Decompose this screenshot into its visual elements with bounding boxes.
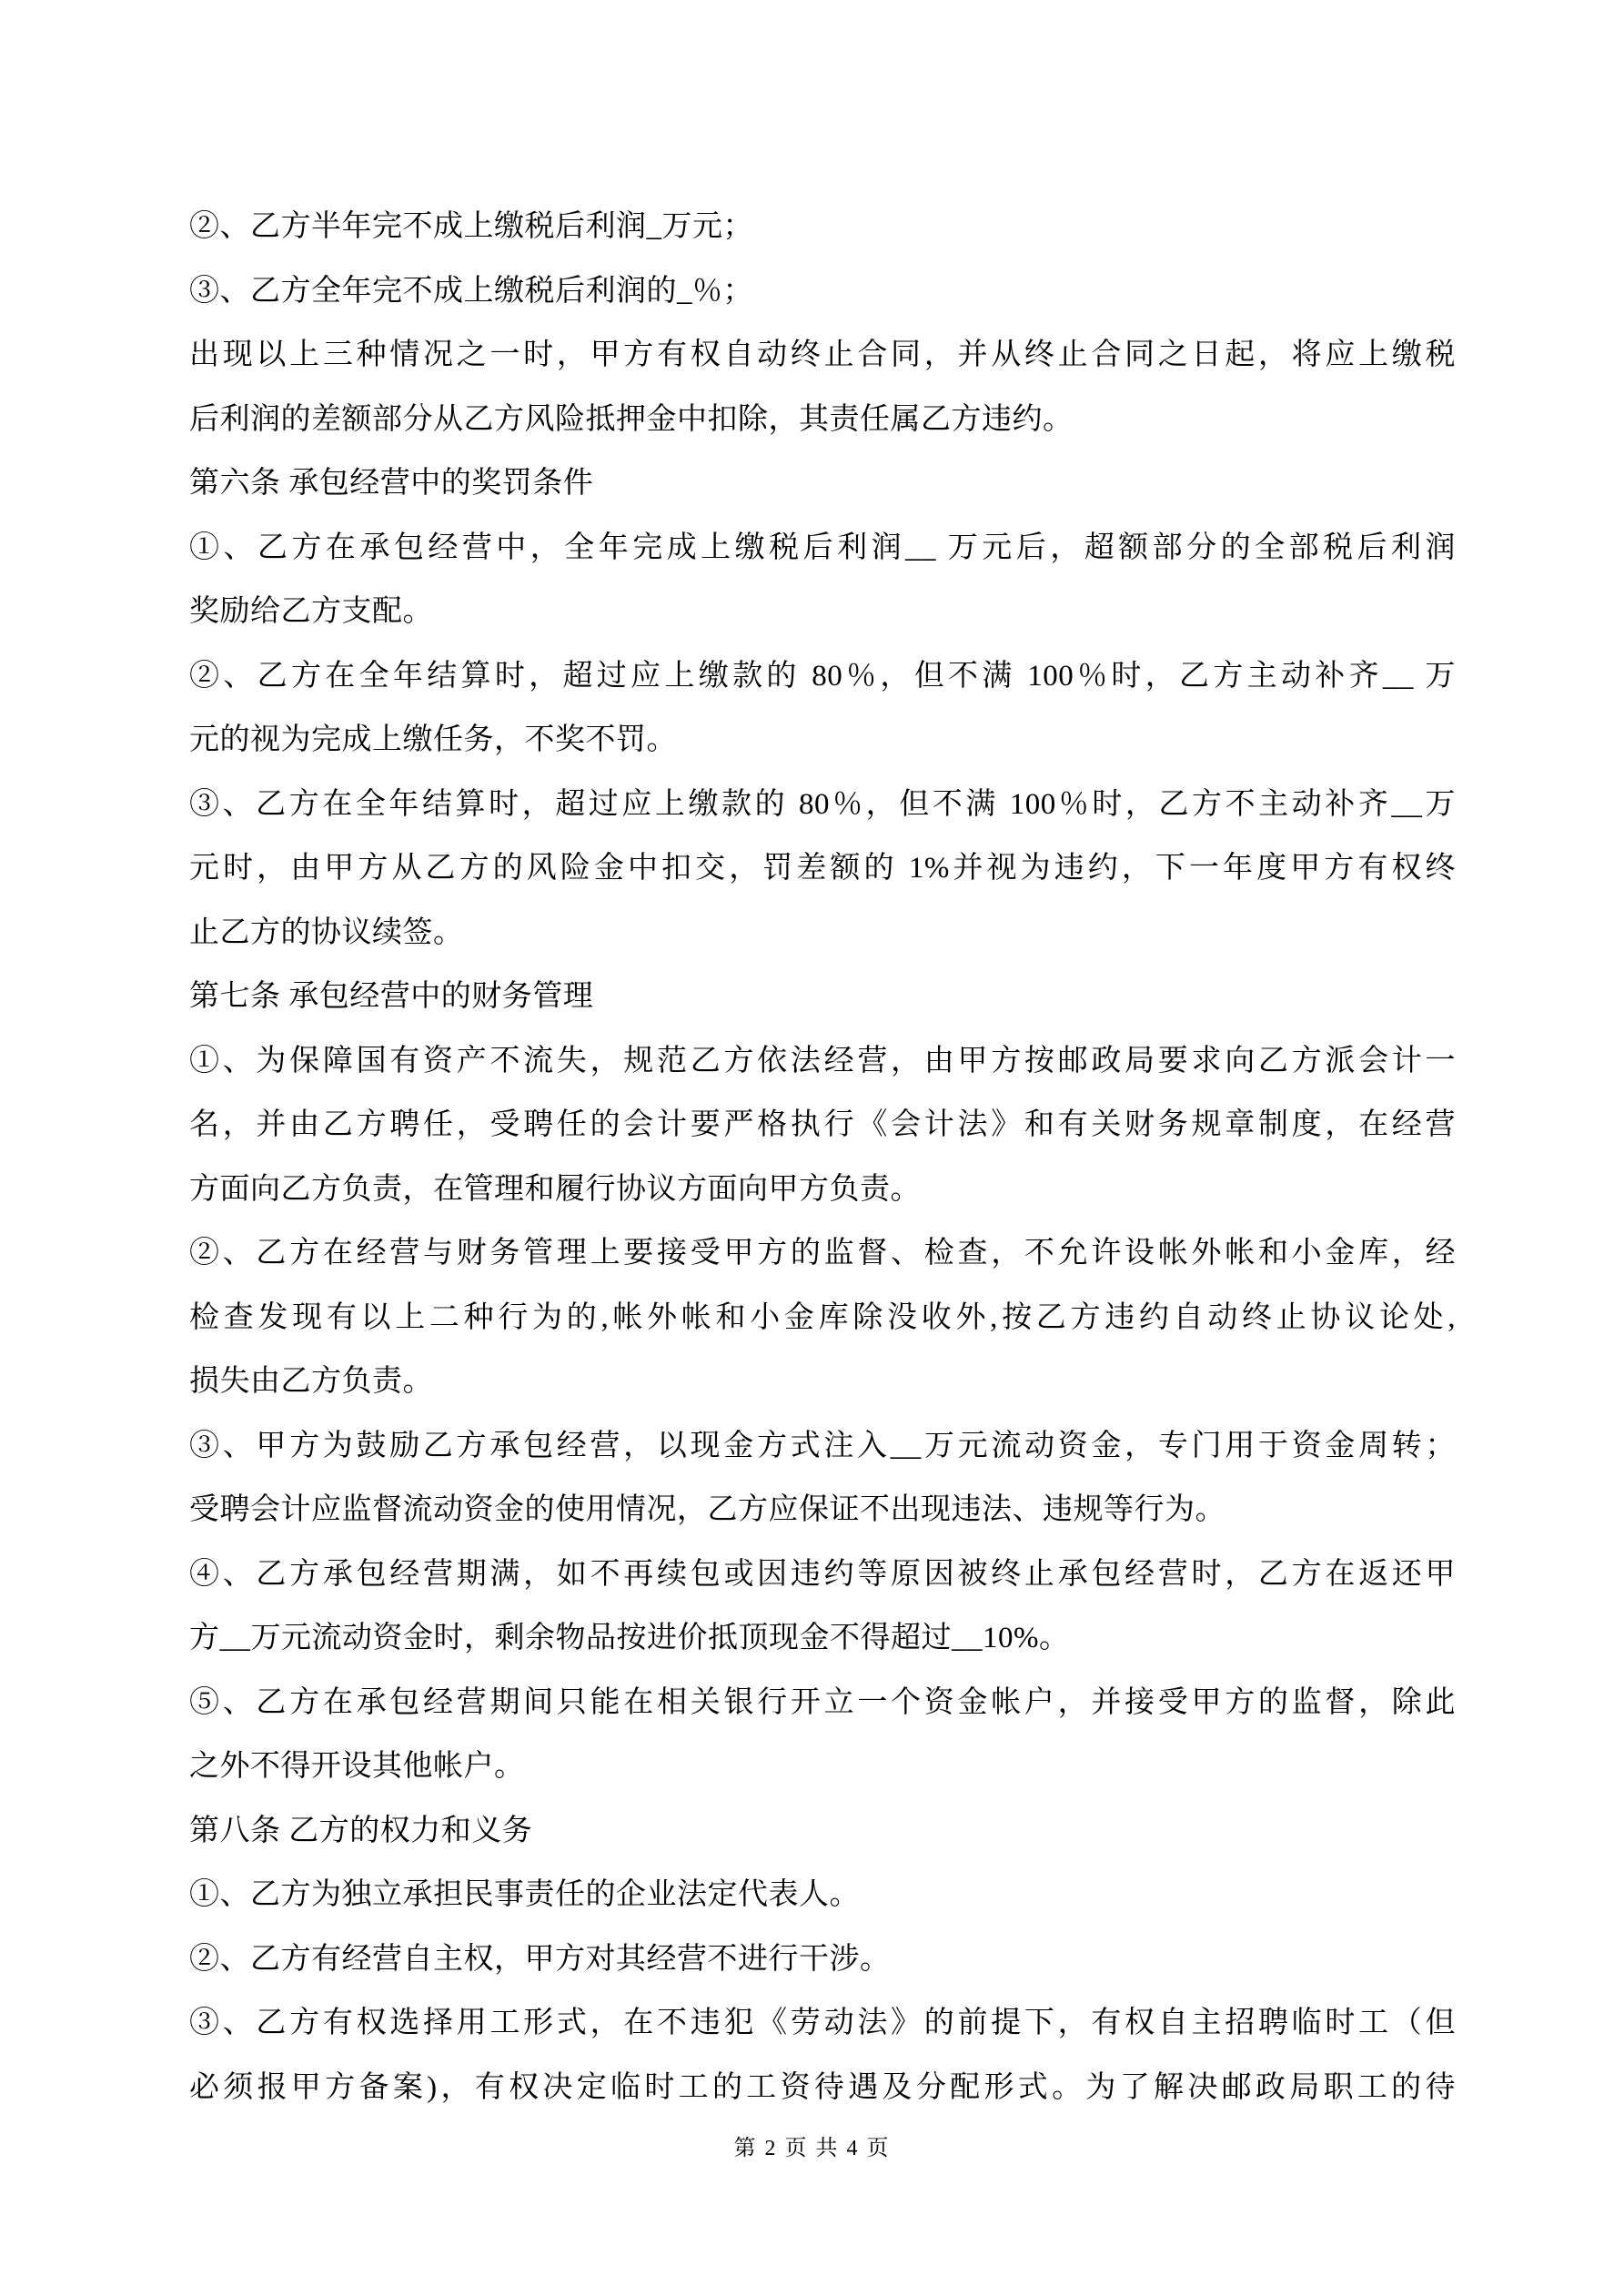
document-line: 必须报甲方备案)，有权决定临时工的工资待遇及分配形式。为了解决邮政局职工的待 — [189, 2070, 1456, 2104]
page-footer: 第 2 页 共 4 页 — [733, 2137, 891, 2160]
document-line: 方面向乙方负责，在管理和履行协议方面向甲方负责。 — [189, 1172, 921, 1206]
document-line: ①、乙方在承包经营中，全年完成上缴税后利润__ 万元后，超额部分的全部税后利润 — [189, 531, 1456, 564]
document-line: 止乙方的协议续签。 — [189, 915, 464, 949]
document-line: 损失由乙方负责。 — [189, 1365, 433, 1398]
document-body — [189, 195, 1456, 2119]
document-line: ③、乙方在全年结算时，超过应上缴款的 80％，但不满 100％时，乙方不主动补齐__万 — [189, 787, 1456, 821]
document-line: ②、乙方在全年结算时，超过应上缴款的 80％，但不满 100％时，乙方主动补齐__ 万 — [189, 659, 1456, 693]
document-line: ③、乙方全年完不成上缴税后利润的_％； — [189, 274, 753, 308]
document-line: 第六条 承包经营中的奖罚条件 — [189, 467, 594, 500]
document-line: ④、乙方承包经营期满，如不再续包或因违约等原因被终止承包经营时，乙方在返还甲 — [189, 1557, 1456, 1591]
document-line: 第七条 承包经营中的财务管理 — [189, 980, 594, 1013]
document-line: ②、乙方半年完不成上缴税后利润_万元； — [189, 210, 753, 243]
document-line: ②、乙方有经营自主权，甲方对其经营不进行干涉。 — [189, 1942, 891, 1976]
document-line: ⑤、乙方在承包经营期间只能在相关银行开立一个资金帐户，并接受甲方的监督，除此 — [189, 1685, 1456, 1719]
document-line: 方__万元流动资金时，剩余物品按进价抵顶现金不得超过__10%。 — [189, 1622, 1070, 1654]
document-line: 出现以上三种情况之一时，甲方有权自动终止合同，并从终止合同之日起，将应上缴税 — [189, 339, 1456, 371]
document-line: 元时，由甲方从乙方的风险金中扣交，罚差额的 1%并视为违约，下一年度甲方有权终 — [189, 852, 1456, 885]
document-line: ③、甲方为鼓励乙方承包经营，以现金方式注入__万元流动资金，专门用于资金周转； — [189, 1429, 1456, 1462]
document-line: 名，并由乙方聘任，受聘任的会计要严格执行《会计法》和有关财务规章制度，在经营 — [189, 1108, 1456, 1141]
document-line: 后利润的差额部分从乙方风险抵押金中扣除，其责任属乙方违约。 — [189, 402, 1074, 436]
document-line: ②、乙方在经营与财务管理上要接受甲方的监督、检查，不允许设帐外帐和小金库，经 — [189, 1237, 1456, 1269]
document-line: 元的视为完成上缴任务，不奖不罚。 — [189, 723, 677, 756]
document-line: 之外不得开设其他帐户。 — [189, 1750, 525, 1783]
document-line: 受聘会计应监督流动资金的使用情况，乙方应保证不出现违法、违规等行为。 — [189, 1493, 1226, 1526]
document-line: ①、为保障国有资产不流失，规范乙方依法经营，由甲方按邮政局要求向乙方派会计一 — [189, 1044, 1456, 1077]
document-line: 检查发现有以上二种行为的,帐外帐和小金库除没收外,按乙方违约自动终止协议论处, — [189, 1300, 1456, 1334]
document-line: 第八条 乙方的权力和义务 — [189, 1814, 533, 1847]
document-line: 奖励给乙方支配。 — [189, 595, 433, 628]
document-line: ①、乙方为独立承担民事责任的企业法定代表人。 — [189, 1878, 860, 1911]
document-line: ③、乙方有权选择用工形式，在不违犯《劳动法》的前提下，有权自主招聘临时工（但 — [189, 2007, 1456, 2039]
